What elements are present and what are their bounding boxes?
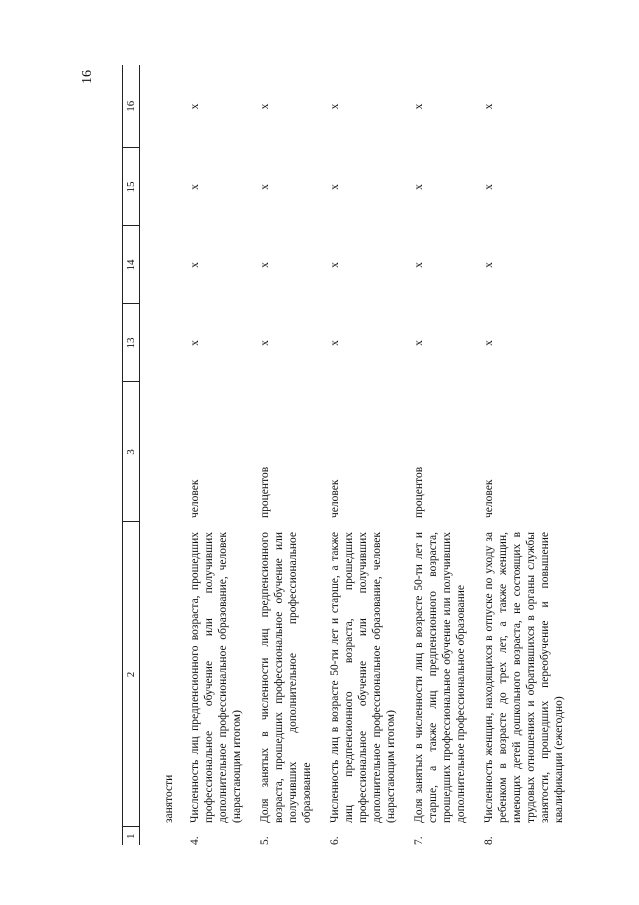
row-unit: человек bbox=[189, 479, 201, 518]
cell-col-15: x bbox=[189, 184, 201, 190]
cell-col-15: x bbox=[329, 184, 341, 190]
indicators-table bbox=[122, 65, 572, 845]
row-description: Численность лиц в возрасте 50-ти лет и старше, а также лиц предпенсионного возраста, прошедших профессиональное обучение или получивших дополнительное профессиональное образование, человек (нарастающим итогом) bbox=[329, 532, 397, 823]
cell-col-16: x bbox=[189, 103, 201, 110]
cell-col-13: x bbox=[329, 340, 341, 346]
cell-col-13: x bbox=[483, 340, 495, 346]
row-number: 4. bbox=[189, 836, 201, 845]
row-number: 8. bbox=[483, 836, 495, 845]
row-unit: процентов bbox=[413, 466, 425, 518]
header-col-2: 2 bbox=[123, 522, 140, 827]
header-col-16: 16 bbox=[123, 65, 140, 148]
cell-col-15: x bbox=[483, 184, 495, 190]
cell-col-16: x bbox=[259, 103, 271, 110]
cell-col-15: x bbox=[413, 184, 425, 190]
header-col-14: 14 bbox=[123, 226, 140, 304]
row-unit: процентов bbox=[259, 466, 271, 518]
row-description: Доля занятых в численности лиц предпенсионного возраста, прошедших профессиональное обучение или получивших дополнительное профессиональное образование bbox=[259, 532, 313, 823]
row-description: Численность женщин, находящихся в отпуске по уходу за ребенком в возрасте до трех лет, а также женщин, имеющих детей дошкольного возраста, не состоящих в трудовых отношениях и обратившихся в органы службы занятости, прошедших переобучение и повышение квалификации (ежегодно) bbox=[483, 532, 565, 823]
header-col-1: 1 bbox=[123, 827, 140, 845]
table-row bbox=[404, 65, 474, 845]
page-number: 16 bbox=[80, 70, 95, 84]
cell-col-13: x bbox=[189, 340, 201, 346]
cell-col-13: x bbox=[259, 340, 271, 346]
header-col-3: 3 bbox=[123, 382, 140, 522]
table-header-row bbox=[123, 65, 140, 845]
header-col-15: 15 bbox=[123, 148, 140, 226]
row-description: Доля занятых в численности лиц в возрасте 50-ти лет и старше, а также лиц предпенсионного возраста, прошедших профессиональное обучение или получивших дополнительное профессиональное образование bbox=[413, 532, 467, 823]
table-row bbox=[250, 65, 320, 845]
row-unit: человек bbox=[483, 479, 495, 518]
row-number: 7. bbox=[413, 836, 425, 845]
header-col-13: 13 bbox=[123, 304, 140, 382]
section-row bbox=[140, 65, 181, 845]
cell-col-13: x bbox=[413, 340, 425, 346]
cell-col-15: x bbox=[259, 184, 271, 190]
cell-col-14: x bbox=[189, 262, 201, 268]
row-number: 5. bbox=[259, 836, 271, 845]
row-number: 6. bbox=[329, 836, 341, 845]
cell-col-14: x bbox=[413, 262, 425, 268]
cell-col-14: x bbox=[259, 262, 271, 268]
table-row bbox=[320, 65, 404, 845]
table-row bbox=[474, 65, 572, 845]
row-unit: человек bbox=[329, 479, 341, 518]
row-description: Численность лиц предпенсионного возраста, прошедших профессиональное обучение или получивших дополнительное профессиональное образование, человек (нарастающим итогом) bbox=[189, 532, 243, 823]
section-label: занятости bbox=[163, 774, 175, 823]
cell-col-14: x bbox=[483, 262, 495, 268]
cell-col-16: x bbox=[329, 103, 341, 110]
cell-col-16: x bbox=[483, 103, 495, 110]
cell-col-14: x bbox=[329, 262, 341, 268]
cell-col-16: x bbox=[413, 103, 425, 110]
rotated-table-sheet bbox=[122, 65, 622, 845]
table-row bbox=[180, 65, 250, 845]
